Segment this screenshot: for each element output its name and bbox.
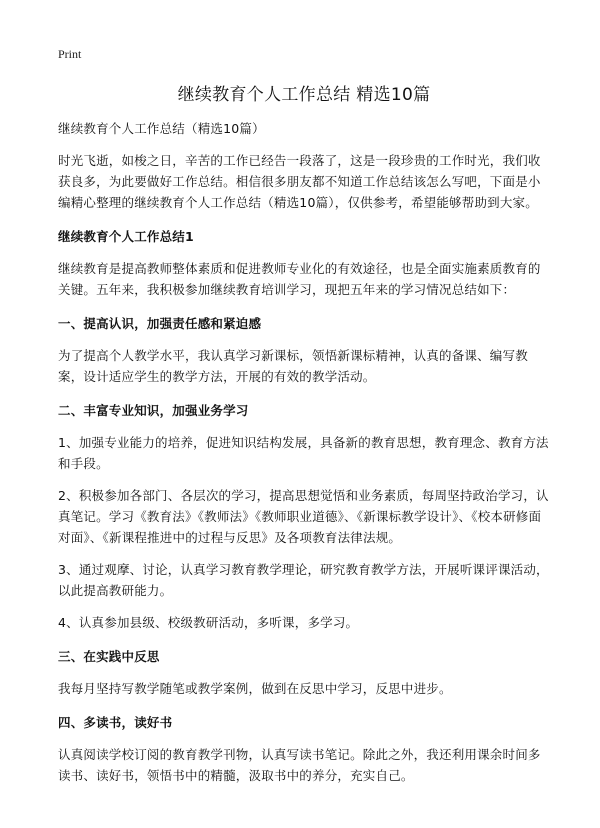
document-title: 继续教育个人工作总结 精选10篇 <box>177 85 431 105</box>
paragraph-2-1: 1、加强专业能力的培养，促进知识结构发展，具备新的教育思想，教育理念、教育方法和手段。 <box>58 435 549 471</box>
section-title: 继续教育个人工作总结1 <box>58 229 194 244</box>
paragraph-2-3: 3、通过观摩、讨论，认真学习教育教学理论，研究教育教学方法，开展听课评课活动，以此提高教研能力。 <box>58 562 549 598</box>
document-subtitle: 继续教育个人工作总结（精选10篇） <box>58 121 265 136</box>
print-link[interactable]: Print <box>58 47 82 61</box>
paragraph-1: 为了提高个人教学水平，我认真学习新课标，领悟新课标精神，认真的备课、编写教案，设计适应学生的教学方法，开展的有效的教学活动。 <box>58 348 528 384</box>
document-body <box>58 118 550 786</box>
heading-2: 二、丰富专业知识，加强业务学习 <box>58 403 249 418</box>
heading-1: 一、提高认识，加强责任感和紧迫感 <box>58 316 262 331</box>
paragraph-2-4: 4、认真参加县级、校级教研活动，多听课，多学习。 <box>58 615 359 630</box>
paragraph-4: 认真阅读学校订阅的教育教学刊物，认真写读书笔记。除此之外，我还利用课余时间多读书、读好书，领悟书中的精髓，汲取书中的养分，充实自己。 <box>58 747 541 783</box>
heading-4: 四、多读书，读好书 <box>58 715 173 730</box>
paragraph-3: 我每月坚持写教学随笔或教学案例，做到在反思中学习，反思中进步。 <box>58 681 452 696</box>
section-intro-paragraph: 继续教育是提高教师整体素质和促进教师专业化的有效途径，也是全面实施素质教育的关键。五年来，我积极参加继续教育培训学习，现把五年来的学习情况总结如下： <box>58 261 541 297</box>
heading-3: 三、在实践中反思 <box>58 649 160 664</box>
paragraph-2-2: 2、积极参加各部门、各层次的学习，提高思想觉悟和业务素质，每周坚持政治学习，认真笔记。学习《教育法》《教师法》《教师职业道德》、《新课标教学设计》、《校本研修面对面》、《新课程推进中的过程与反思》及各项教育法律法规。 <box>58 488 549 545</box>
intro-paragraph: 时光飞逝，如梭之日，辛苦的工作已经告一段落了，这是一段珍贵的工作时光，我们收获良多，为此要做好工作总结。相信很多朋友都不知道工作总结该怎么写吧，下面是小编精心整理的继续教育个人工作总结（精选10篇），仅供参考，希望能够帮助到大家。 <box>58 153 541 210</box>
